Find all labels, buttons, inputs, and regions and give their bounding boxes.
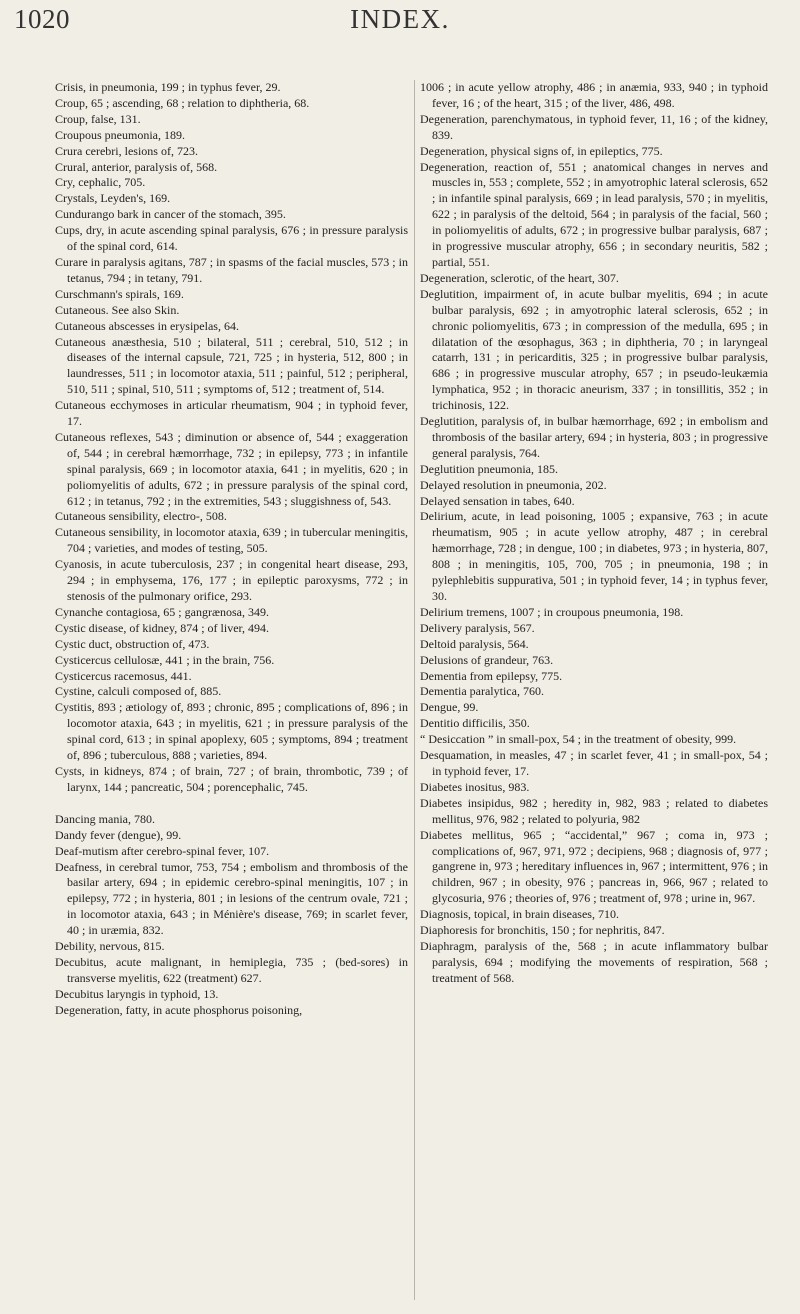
index-entry: Delivery paralysis, 567. (420, 620, 535, 635)
index-entry: Deglutition, impairment of, in acute bulbar myelitis, 694 ; in acute bulbar paralysis, 692 ; in amyotrophic lateral sclerosis, 652 ; in chronic poliomyelitis, 673 ; in compression of the medulla, 695 ; in dilatation of the œsophagus, 363 ; in diphtheria, 70 ; in laryngeal catarrh, 131 ; in pericarditis, 325 ; in progressive bulbar paralysis, 686 ; in progressive muscular atrophy, 657 ; in pseudo-leukæmia lymphatica, 952 ; in thoracic aneurism, 337 ; in tonsillitis, 352 ; in trichinosis, 122. (420, 286, 768, 413)
index-entry: Dentitio difficilis, 350. (420, 716, 530, 731)
index-entry: Curare in paralysis agitans, 787 ; in spasms of the facial muscles, 573 ; in tetanus, 794 ; in tetany, 791. (55, 254, 408, 285)
index-entry: Cry, cephalic, 705. (55, 175, 146, 190)
index-entry: Curschmann's spirals, 169. (55, 286, 184, 301)
index-entry: Diabetes insipidus, 982 ; heredity in, 982, 983 ; related to diabetes mellitus, 976, 982 ; related to polyuria, 982 (420, 795, 768, 826)
index-entry: 1006 ; in acute yellow atrophy, 486 ; in anæmia, 933, 940 ; in typhoid fever, 16 ; of the heart, 315 ; of the liver, 486, 498. (420, 80, 768, 110)
index-entry: Cystic duct, obstruction of, 473. (55, 636, 210, 651)
index-entry: Crystals, Leyden's, 169. (55, 191, 171, 206)
index-entry: Cysticercus cellulosæ, 441 ; in the brain, 756. (55, 652, 275, 667)
index-entry: Degeneration, fatty, in acute phosphorus poisoning, (55, 1002, 303, 1017)
index-entry: Diabetes mellitus, 965 ; “accidental,” 967 ; coma in, 973 ; complications of, 967, 971, 972 ; decipiens, 968 ; diagnosis of, 977 ; gangrene in, 973 ; hereditary influences in, 967 ; intermittent, 976 ; in children, 967 ; in obesity, 976 ; pancreas in, 966, 967 ; related to glycosuria, 976 ; theories of, 976 ; treatment of, 978 ; urine in, 967. (420, 827, 768, 906)
index-entry: Cutaneous reflexes, 543 ; diminution or absence of, 544 ; exaggeration of, 544 ; in cerebral hæmorrhage, 732 ; in epilepsy, 773 ; in infantile spinal paralysis, 669 ; in locomotor ataxia, 641 ; in myelitis, 620 ; in poliomyelitis of adults, 672 ; in pressure paralysis of the spinal cord, 612 ; in tetanus, 792 ; in the extremities, 543 ; sluggishness of, 543. (55, 429, 408, 508)
index-entry: Diaphoresis for bronchitis, 150 ; for nephritis, 847. (420, 923, 665, 938)
index-entry: Deglutition pneumonia, 185. (420, 461, 558, 476)
index-entry: Crural, anterior, paralysis of, 568. (55, 159, 218, 174)
index-entry: Cutaneous sensibility, in locomotor ataxia, 639 ; in tubercular meningitis, 704 ; varieties, and modes of testing, 505. (55, 525, 408, 556)
index-entry: Delirium, acute, in lead poisoning, 1005 ; expansive, 763 ; in acute rheumatism, 905 ; in acute yellow atrophy, 487 ; in cerebral hæmorrhage, 728 ; in dengue, 100 ; in diabetes, 973 ; in hysteria, 807, 808 ; in meningitis, 105, 700, 705 ; in pneumonia, 198 ; in pylephlebitis suppurativa, 501 ; in typhoid fever, 14 ; in typhus fever, 30. (420, 509, 768, 603)
index-entry: Degeneration, parenchymatous, in typhoid fever, 11, 16 ; of the kidney, 839. (420, 111, 768, 142)
index-entry: Cysticercus racemosus, 441. (55, 668, 192, 683)
index-entry: Croup, false, 131. (55, 111, 141, 126)
index-entry: Deglutition, paralysis of, in bulbar hæmorrhage, 692 ; in embolism and thrombosis of the basilar artery, 694 ; in hysteria, 803 ; in progressive general paralysis, 764. (420, 414, 768, 460)
index-entry: Cutaneous abscesses in erysipelas, 64. (55, 318, 239, 333)
index-entry: Cynanche contagiosa, 65 ; gangrænosa, 349. (55, 604, 269, 619)
index-entry: “ Desiccation ” in small-pox, 54 ; in the treatment of obesity, 999. (420, 732, 737, 747)
index-entry: Cundurango bark in cancer of the stomach, 395. (55, 207, 286, 222)
index-entry: Decubitus laryngis in typhoid, 13. (55, 986, 219, 1001)
index-entry: Dancing mania, 780. (55, 811, 155, 826)
index-entry: Deltoid paralysis, 564. (420, 636, 529, 651)
index-entry: Decubitus, acute malignant, in hemiplegia, 735 ; (bed-sores) in transverse myelitis, 622 (treatment) 627. (55, 954, 408, 985)
index-entry: Dandy fever (dengue), 99. (55, 827, 182, 842)
index-entry: Cyanosis, in acute tuberculosis, 237 ; in congenital heart disease, 293, 294 ; in emphysema, 176, 177 ; in epileptic paroxysms, 772 ; in stenosis of the pulmonary orifice, 293. (55, 557, 408, 603)
index-entry: Cutaneous ecchymoses in articular rheumatism, 904 ; in typhoid fever, 17. (55, 398, 408, 429)
index-entry: Cutaneous sensibility, electro-, 508. (55, 509, 227, 524)
index-entry: Degeneration, physical signs of, in epileptics, 775. (420, 143, 663, 158)
column-divider (414, 80, 415, 1300)
page-title: INDEX. (350, 4, 450, 34)
index-entry: Delayed resolution in pneumonia, 202. (420, 477, 607, 492)
page-number: 1020 (14, 4, 70, 34)
index-entry: Degeneration, sclerotic, of the heart, 307. (420, 270, 619, 285)
index-entry: Cutaneous anæsthesia, 510 ; bilateral, 511 ; cerebral, 510, 512 ; in diseases of the internal capsule, 721, 725 ; in hysteria, 512, 800 ; in laundresses, 511 ; in locomotor ataxia, 511 ; painful, 512 ; peripheral, 510, 511 ; spinal, 510, 511 ; symptoms of, 512 ; treatment of, 514. (55, 334, 408, 397)
index-entry: Crura cerebri, lesions of, 723. (55, 143, 198, 158)
index-entry: Delusions of grandeur, 763. (420, 652, 554, 667)
index-entry: Diagnosis, topical, in brain diseases, 710. (420, 907, 619, 922)
index-entry: Dengue, 99. (420, 700, 479, 715)
index-entry: Delayed sensation in tabes, 640. (420, 493, 575, 508)
index-entry: Diaphragm, paralysis of the, 568 ; in acute inflammatory bulbar paralysis, 694 ; modifying the movements of respiration, 568 ; treatment of 568. (420, 938, 768, 985)
index-entry: Crisis, in pneumonia, 199 ; in typhus fever, 29. (55, 80, 281, 94)
index-entry: Dementia from epilepsy, 775. (420, 668, 563, 683)
index-entry: Desquamation, in measles, 47 ; in scarlet fever, 41 ; in small-pox, 54 ; in typhoid fever, 17. (420, 748, 768, 778)
index-entry: Cystitis, 893 ; ætiology of, 893 ; chronic, 895 ; complications of, 896 ; in locomotor ataxia, 643 ; in myelitis, 621 ; in pressure paralysis of the spinal cord, 613 ; in spinal apoplexy, 605 ; symptoms, 894 ; treatment of, 896 ; tuberculous, 888 ; varieties, 894. (55, 700, 408, 763)
index-entry: Cystine, calculi composed of, 885. (55, 684, 222, 699)
index-entry: Deafness, in cerebral tumor, 753, 754 ; embolism and thrombosis of the basilar artery, 694 ; in epidemic cerebro-spinal meningitis, 107 ; in epilepsy, 772 ; in hysteria, 801 ; in lesions of the centrum ovale, 721 ; in locomotor ataxia, 643 ; in Ménière's disease, 769; in scarlet fever, 40 ; in uræmia, 832. (55, 859, 408, 938)
index-entry: Croup, 65 ; ascending, 68 ; relation to diphtheria, 68. (55, 95, 310, 110)
index-entry: Degeneration, reaction of, 551 ; anatomical changes in nerves and muscles in, 553 ; complete, 552 ; in amyotrophic lateral sclerosis, 652 ; in infantile spinal paralysis, 669 ; in lead paralysis, 570 ; in myelitis, 622 ; in paralysis of the deltoid, 564 ; in paralysis of the facial, 560 ; in poliomyelitis of adults, 672 ; in progressive bulbar paralysis, 687 ; in progressive muscular atrophy, 656 ; in secondary neuritis, 582 ; partial, 551. (420, 159, 768, 269)
index-entry: Diabetes inositus, 983. (420, 779, 530, 794)
index-entry: Deaf-mutism after cerebro-spinal fever, 107. (55, 843, 270, 858)
index-entry: Dementia paralytica, 760. (420, 684, 544, 699)
index-entry: Cystic disease, of kidney, 874 ; of liver, 494. (55, 620, 270, 635)
index-entry: Cups, dry, in acute ascending spinal paralysis, 676 ; in pressure paralysis of the spinal cord, 614. (55, 223, 408, 254)
index-entry: Cysts, in kidneys, 874 ; of brain, 727 ; of brain, thrombotic, 739 ; of larynx, 144 ; pancreatic, 504 ; porencephalic, 745. (55, 763, 408, 794)
index-entry: Croupous pneumonia, 189. (55, 127, 185, 142)
left-column (55, 80, 408, 1019)
index-entry: Cutaneous. See also Skin. (55, 302, 180, 317)
index-entry: Delirium tremens, 1007 ; in croupous pneumonia, 198. (420, 604, 684, 619)
right-column (420, 80, 768, 987)
index-entry: Debility, nervous, 815. (55, 939, 165, 954)
